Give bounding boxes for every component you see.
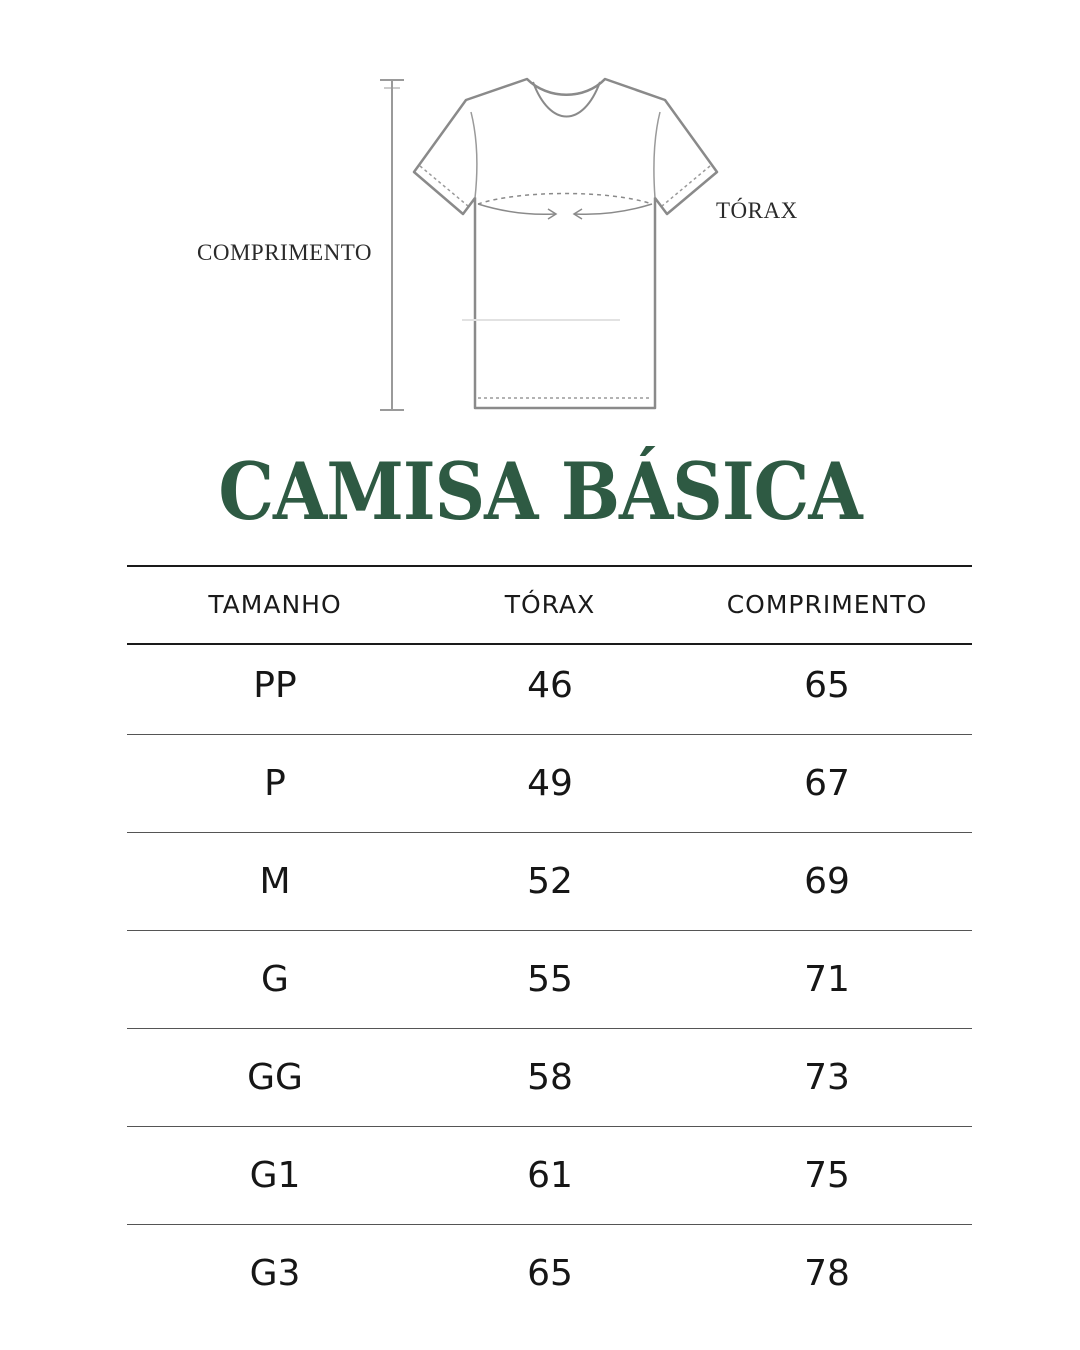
length-label: COMPRIMENTO (197, 240, 373, 265)
row-divider (127, 1126, 972, 1127)
cell-chest: 46 (527, 665, 573, 706)
cell-length: 69 (804, 861, 850, 902)
cell-size: PP (253, 665, 297, 706)
header-chest: TÓRAX (504, 590, 596, 619)
header-size: TAMANHO (208, 590, 342, 619)
header-bottom-rule (127, 643, 972, 645)
row-divider (127, 832, 972, 833)
cell-length: 75 (804, 1155, 850, 1196)
cell-size: G (261, 959, 289, 1000)
cell-size: GG (247, 1057, 303, 1098)
row-divider (127, 930, 972, 931)
cell-length: 67 (804, 763, 850, 804)
cell-size: G1 (249, 1155, 301, 1196)
page-title: CAMISA BÁSICA (218, 445, 862, 538)
cell-chest: 58 (527, 1057, 573, 1098)
cell-length: 78 (804, 1253, 850, 1294)
row-divider (127, 734, 972, 735)
table-top-rule (127, 565, 972, 567)
chest-label: TÓRAX (716, 198, 798, 223)
row-divider (127, 1224, 972, 1225)
header-length: COMPRIMENTO (726, 590, 928, 619)
cell-length: 65 (804, 665, 850, 706)
length-measure-line (380, 80, 404, 410)
cell-size: M (259, 861, 291, 902)
cell-length: 73 (804, 1057, 850, 1098)
tshirt-outline (414, 79, 717, 408)
cell-size: G3 (249, 1253, 301, 1294)
cell-chest: 52 (527, 861, 573, 902)
cell-chest: 55 (527, 959, 573, 1000)
tshirt-diagram (0, 0, 1080, 430)
cell-chest: 65 (527, 1253, 573, 1294)
cell-chest: 49 (527, 763, 573, 804)
cell-length: 71 (804, 959, 850, 1000)
cell-chest: 61 (527, 1155, 573, 1196)
row-divider (127, 1028, 972, 1029)
tshirt-illustration (0, 0, 1080, 430)
cell-size: P (264, 763, 286, 804)
